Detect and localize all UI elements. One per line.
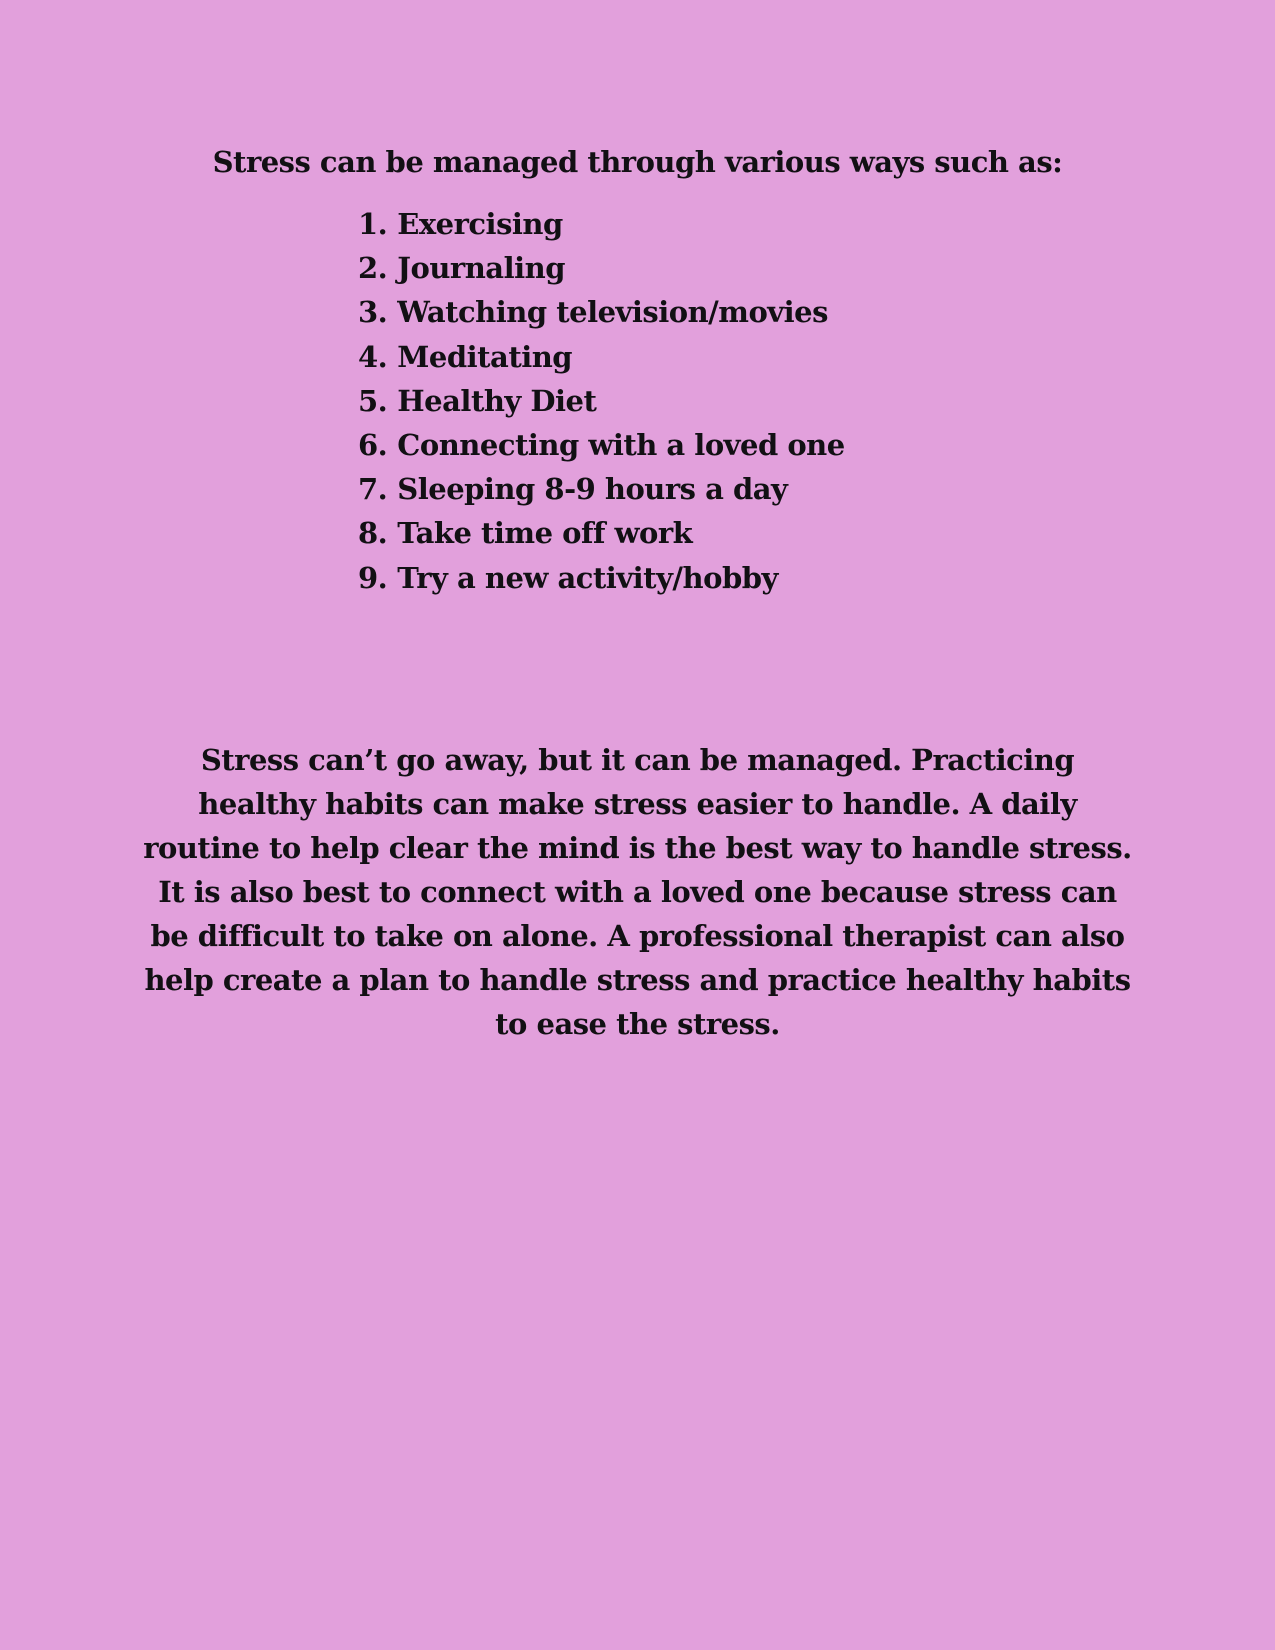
list-item [358, 556, 1275, 600]
list-item [358, 467, 1275, 511]
list-item-number: 6. [358, 428, 388, 463]
list-item [358, 290, 1275, 334]
list-item [358, 379, 1275, 423]
list-item [358, 246, 1275, 290]
list-item-label: Try a new activity/hobby [397, 560, 778, 595]
list-item-number: 8. [358, 516, 388, 551]
list-item-label: Journaling [397, 251, 565, 286]
list-item-label: Meditating [397, 339, 573, 374]
list-item-label: Healthy Diet [397, 383, 597, 418]
list-item-number: 9. [358, 560, 388, 595]
list-item-number: 3. [358, 295, 388, 330]
list-item [358, 202, 1275, 246]
list-item-number: 4. [358, 339, 388, 374]
list-item-label: Exercising [397, 207, 563, 241]
list-item-label: Take time off work [397, 516, 693, 551]
list-item [358, 511, 1275, 555]
list-item [358, 423, 1275, 467]
list-item-number: 1. [358, 207, 388, 241]
page-title: Stress can be managed through various ways such as: [212, 145, 1063, 179]
list-item [358, 335, 1275, 379]
list-item-label: Connecting with a loved one [397, 428, 845, 463]
list-item-number: 5. [358, 383, 388, 418]
summary-paragraph: Stress can’t go away, but it can be managed. Practicing healthy habits can make stress easier to handle. A daily routine to help clear the mind is the best way to handle stress. It is also best to connect with a loved one because stress can be difficult to take on alone. A professional therapist can also help create a plan to handle stress and practice healthy habits to ease the stress. [143, 742, 1132, 1041]
list-item-label: Watching television/movies [397, 295, 828, 330]
list-item-label: Sleeping 8-9 hours a day [397, 472, 788, 507]
stress-management-list [0, 202, 1275, 600]
list-item-number: 2. [358, 251, 388, 286]
list-item-number: 7. [358, 472, 388, 507]
